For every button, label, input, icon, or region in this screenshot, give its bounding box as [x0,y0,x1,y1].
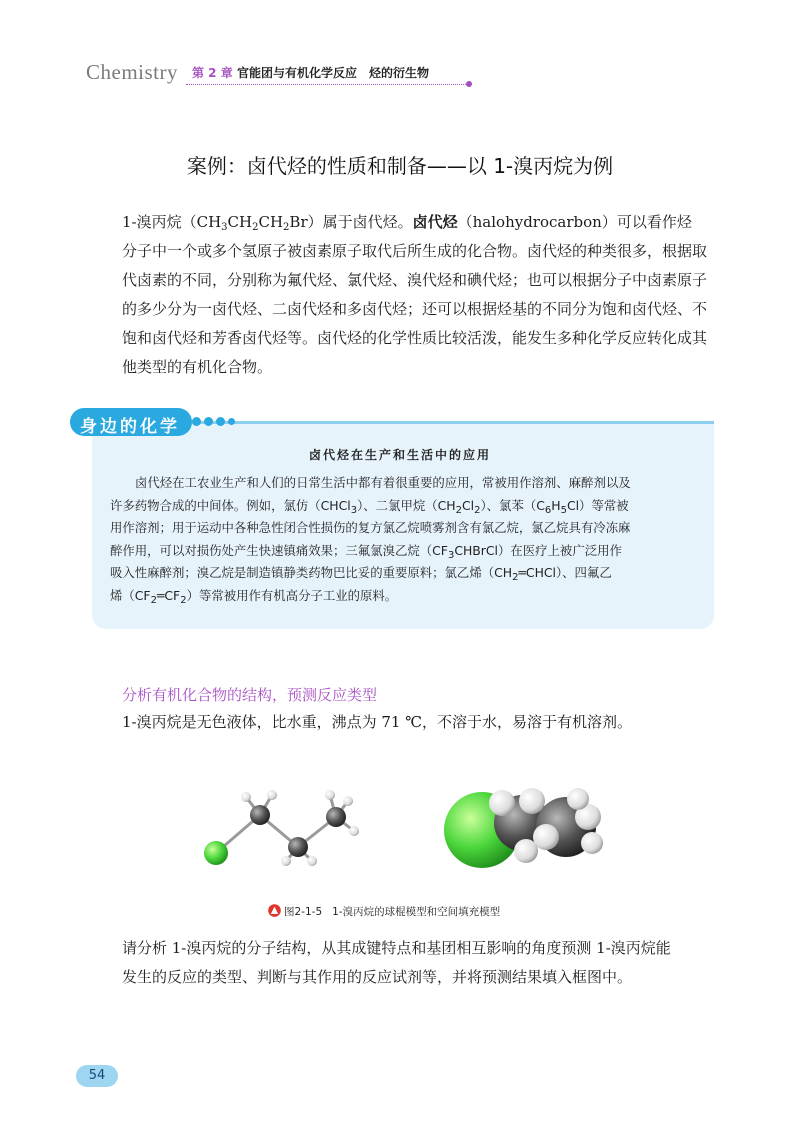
figure-caption [268,904,500,919]
sidebar-line-2: 许多药物合成的中间体。例如，氯仿（CHCl$_3$）、二氯甲烷$(CH_2Cl_2)$、氯苯$(C_6H_5Cl)$等常被 [110,497,629,516]
intro-line-1: 1-溴丙烷$(CH_3CH_2CH_2Br)$属于卤代烃。卤代烃（halohydrocarbon）可以看作烃 [122,213,692,233]
intro-paragraph [122,208,732,382]
molecule-figure [190,775,620,895]
term-halohydrocarbon: 卤代烃 [412,213,458,231]
intro-line-6: 他类型的有机化合物。 [122,358,273,376]
sidebar-top-rule [192,421,714,424]
sidebar-line-4: 醉作用，可以对损伤处产生快速镇痛效果；三氟氯溴乙烷$(CF_3CHBrCl)$在医疗上被广泛用作 [110,542,622,561]
intro-line-5: 饱和卤代烃和芳香卤代烃等。卤代烃的化学性质比较活泼，能发生多种化学反应转化成其 [122,329,708,347]
space-filling-model [444,788,603,868]
sidebar-tag [70,408,192,436]
running-header [86,56,476,88]
task-line-2: 发生的反应的类型、判断与其作用的反应试剂等，并将预测结果填入框图中。 [122,968,633,986]
intro-line-2: 分子中一个或多个氢原子被卤素原子取代后所生成的化合物。卤代烃的种类很多，根据取 [122,242,708,260]
sidebar-line-3: 用作溶剂；用于运动中各种急性闭合性损伤的复方氯乙烷喷雾剂含有氯乙烷，氯乙烷具有冷冻麻 [110,520,631,535]
sidebar-line-5: 吸入性麻醉剂；溴乙烷是制造镇静类药物巴比妥的重要原料；氯乙烯$(CH_2═CHCl)$、四氟乙 [110,565,612,583]
page-number: 54 [88,1068,106,1083]
intro-line-4: 的多少分为一卤代烃、二卤代烃和多卤代烃；还可以根据烃基的不同分为饱和卤代烃、不 [122,300,708,318]
figure-caption-text: 1-溴丙烷的球棍模型和空间填充模型 [332,906,501,918]
section-title: 案例：卤代烃的性质和制备——以 1-溴丙烷为例 [186,154,614,178]
header-chapter-title: 官能团与有机化学反应 烃的衍生物 [237,66,430,80]
header-chapter: 第 2 章 [192,66,233,80]
header-rule [186,84,468,85]
page-number-badge [76,1065,118,1087]
task-line-1: 请分析 1-溴丙烷的分子结构，从其成键特点和基团相互影响的角度预测 1-溴丙烷能 [122,939,671,957]
sidebar-tag-label: 身边的化学 [80,417,180,437]
task-paragraph [122,934,732,992]
sidebar-text [110,472,700,607]
figure-label: 图2-1-5 [284,906,323,918]
header-brand: Chemistry [86,60,178,84]
analysis-text: 1-溴丙烷是无色液体，比水重，沸点为 71 ℃，不溶于水，易溶于有机溶剂。 [122,713,633,731]
sidebar-line-6: 烯$(CF_2═CF_2)$等常被用作有机高分子工业的原料。 [110,587,398,606]
ball-and-stick-model [204,790,359,866]
header-dot [466,81,472,87]
analysis-heading: 分析有机化合物的结构，预测反应类型 [122,686,378,704]
triangle-icon [268,904,281,917]
sidebar-title: 卤代烃在生产和生活中的应用 [308,448,491,462]
sidebar-tag-dots [192,415,238,429]
sidebar-line-1: 卤代烃在工农业生产和人们的日常生活中都有着很重要的应用，常被用作溶剂、麻醉剂以及 [135,475,631,490]
intro-line-3: 代卤素的不同，分别称为氟代烃、氯代烃、溴代烃和碘代烃；也可以根据分子中卤素原子 [122,271,708,289]
